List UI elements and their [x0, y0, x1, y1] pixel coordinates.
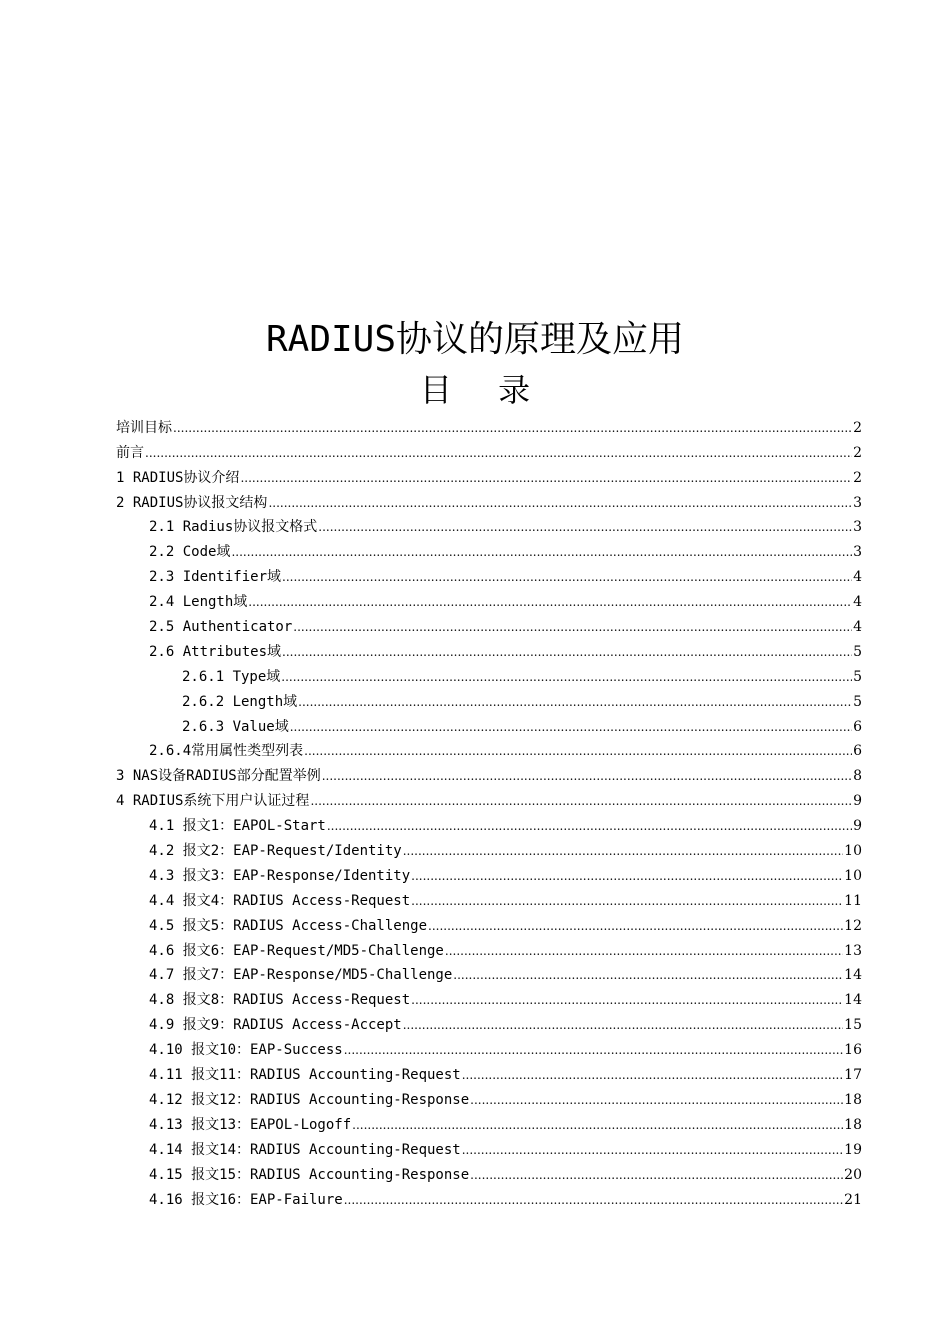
toc-entry-page-number: 17: [844, 1067, 862, 1084]
toc-entry-label: 前言: [116, 444, 144, 461]
toc-entry-label: 4.11 报文11：RADIUS Accounting-Request: [149, 1067, 461, 1084]
toc-dot-leader: [403, 1016, 843, 1034]
toc-dot-leader: [403, 842, 843, 860]
toc-dot-leader: [445, 942, 843, 960]
toc-entry[interactable]: [116, 636, 862, 661]
toc-entry-page-number: 14: [844, 992, 862, 1009]
toc-entry-page-number: 6: [853, 718, 862, 735]
toc-entry-label: 2.6.1 Type域: [182, 668, 281, 685]
toc-dot-leader: [462, 1066, 843, 1084]
toc-entry-label: 4.4 报文4：RADIUS Access-Request: [149, 892, 411, 909]
toc-entry-label: 2.6.2 Length域: [182, 693, 298, 710]
toc-entry[interactable]: [116, 586, 862, 611]
toc-entry[interactable]: [116, 885, 862, 910]
toc-entry-page-number: 12: [844, 917, 862, 934]
toc-heading: 目 录: [419, 371, 549, 409]
toc-entry[interactable]: [116, 960, 862, 985]
toc-entry-label: 4.15 报文15：RADIUS Accounting-Response: [149, 1166, 470, 1183]
toc-dot-leader: [322, 767, 852, 785]
toc-dot-leader: [327, 817, 852, 835]
toc-entry-label: 4.9 报文9：RADIUS Access-Accept: [149, 1017, 402, 1034]
toc-entry-label: 4 RADIUS系统下用户认证过程: [116, 793, 310, 810]
toc-entry-page-number: 3: [853, 494, 862, 511]
toc-dot-leader: [310, 792, 852, 810]
toc-dot-leader: [318, 518, 852, 536]
toc-entry-page-number: 3: [853, 544, 862, 561]
toc-entry[interactable]: [116, 760, 862, 785]
toc-entry-label: 2.1 Radius协议报文格式: [149, 519, 318, 536]
toc-entry[interactable]: [116, 487, 862, 512]
toc-entry-label: 2.2 Code域: [149, 544, 231, 561]
toc-entry-page-number: 9: [853, 818, 862, 835]
toc-entry-label: 4.13 报文13：EAPOL-Logoff: [149, 1116, 352, 1133]
toc-entry-label: 2.3 Identifier域: [149, 569, 282, 586]
toc-entry-page-number: 4: [853, 569, 862, 586]
toc-dot-leader: [411, 867, 843, 885]
toc-entry[interactable]: [116, 984, 862, 1009]
toc-dot-leader: [470, 1091, 843, 1109]
toc-entry-page-number: 9: [853, 793, 862, 810]
toc-entry-page-number: 19: [844, 1141, 862, 1158]
toc-dot-leader: [411, 892, 843, 910]
toc-entry[interactable]: [116, 661, 862, 686]
toc-entry-page-number: 8: [853, 768, 862, 785]
toc-entry[interactable]: [116, 412, 862, 437]
toc-entry-page-number: 20: [844, 1166, 862, 1183]
toc-entry-page-number: 2: [853, 469, 862, 486]
toc-entry-label: 4.6 报文6：EAP-Request/MD5-Challenge: [149, 942, 444, 959]
toc-entry[interactable]: [116, 1159, 862, 1184]
toc-entry[interactable]: [116, 1009, 862, 1034]
toc-dot-leader: [470, 1166, 843, 1184]
toc-entry[interactable]: [116, 785, 862, 810]
toc-entry-label: 4.1 报文1：EAPOL-Start: [149, 818, 326, 835]
toc-entry[interactable]: [116, 935, 862, 960]
toc-dot-leader: [298, 693, 852, 711]
toc-entry-page-number: 21: [844, 1191, 862, 1208]
toc-entry-page-number: 13: [844, 942, 862, 959]
toc-dot-leader: [344, 1041, 843, 1059]
toc-entry-label: 4.12 报文12：RADIUS Accounting-Response: [149, 1091, 470, 1108]
toc-entry-label: 2.6 Attributes域: [149, 643, 282, 660]
toc-dot-leader: [282, 568, 852, 586]
toc-entry-page-number: 4: [853, 594, 862, 611]
toc-entry[interactable]: [116, 1034, 862, 1059]
toc-entry[interactable]: [116, 611, 862, 636]
toc-dot-leader: [352, 1116, 843, 1134]
toc-entry-label: 2.5 Authenticator: [149, 619, 293, 636]
toc-entry-page-number: 16: [844, 1042, 862, 1059]
toc-entry-label: 4.3 报文3：EAP-Response/Identity: [149, 867, 411, 884]
toc-entry[interactable]: [116, 512, 862, 537]
toc-entry-page-number: 10: [844, 867, 862, 884]
toc-dot-leader: [281, 668, 852, 686]
toc-entry-label: 2.6.4常用属性类型列表: [149, 743, 304, 760]
toc-entry-page-number: 5: [853, 643, 862, 660]
toc-entry[interactable]: [116, 711, 862, 736]
toc-entry[interactable]: [116, 810, 862, 835]
toc-entry[interactable]: [116, 910, 862, 935]
toc-entry-page-number: 11: [844, 892, 862, 909]
toc-dot-leader: [293, 618, 852, 636]
toc-entry[interactable]: [116, 1109, 862, 1134]
table-of-contents: [116, 412, 862, 1209]
toc-entry[interactable]: [116, 835, 862, 860]
toc-entry-label: 3 NAS设备RADIUS部分配置举例: [116, 768, 321, 785]
toc-dot-leader: [344, 1191, 843, 1209]
toc-entry-page-number: 14: [844, 967, 862, 984]
toc-entry-page-number: 15: [844, 1017, 862, 1034]
toc-entry[interactable]: [116, 736, 862, 761]
toc-entry[interactable]: [116, 1134, 862, 1159]
toc-dot-leader: [173, 419, 852, 437]
toc-entry[interactable]: [116, 561, 862, 586]
toc-dot-leader: [428, 917, 843, 935]
toc-entry[interactable]: [116, 462, 862, 487]
toc-entry-page-number: 5: [853, 668, 862, 685]
toc-entry-page-number: 6: [853, 743, 862, 760]
toc-dot-leader: [268, 494, 852, 512]
toc-entry[interactable]: [116, 437, 862, 462]
toc-entry-page-number: 5: [853, 693, 862, 710]
toc-entry-label: 4.7 报文7：EAP-Response/MD5-Challenge: [149, 967, 453, 984]
toc-entry-page-number: 2: [853, 419, 862, 436]
toc-entry-page-number: 2: [853, 444, 862, 461]
toc-dot-leader: [145, 444, 852, 462]
toc-entry-label: 2.6.3 Value域: [182, 718, 289, 735]
toc-entry-page-number: 18: [844, 1091, 862, 1108]
toc-entry[interactable]: [116, 1184, 862, 1209]
toc-entry-page-number: 18: [844, 1116, 862, 1133]
toc-entry[interactable]: [116, 1084, 862, 1109]
toc-entry-page-number: 10: [844, 843, 862, 860]
toc-dot-leader: [248, 593, 852, 611]
toc-dot-leader: [231, 543, 852, 561]
toc-dot-leader: [240, 469, 852, 487]
toc-entry-label: 1 RADIUS协议介绍: [116, 469, 240, 486]
toc-entry-label: 培训目标: [116, 419, 172, 436]
toc-dot-leader: [304, 742, 852, 760]
toc-entry[interactable]: [116, 860, 862, 885]
document-title: RADIUS协议的原理及应用: [265, 319, 685, 360]
toc-dot-leader: [453, 966, 843, 984]
toc-entry[interactable]: [116, 1059, 862, 1084]
toc-entry-label: 4.10 报文10：EAP-Success: [149, 1042, 343, 1059]
toc-entry[interactable]: [116, 536, 862, 561]
toc-entry-label: 4.16 报文16：EAP-Failure: [149, 1191, 343, 1208]
toc-entry-label: 4.5 报文5：RADIUS Access-Challenge: [149, 917, 428, 934]
toc-entry-page-number: 3: [853, 519, 862, 536]
toc-dot-leader: [290, 718, 852, 736]
toc-entry-label: 4.8 报文8：RADIUS Access-Request: [149, 992, 411, 1009]
toc-entry-page-number: 4: [853, 619, 862, 636]
toc-dot-leader: [282, 643, 852, 661]
toc-dot-leader: [462, 1141, 843, 1159]
toc-entry-label: 4.2 报文2：EAP-Request/Identity: [149, 843, 402, 860]
toc-dot-leader: [411, 991, 843, 1009]
toc-entry-label: 2.4 Length域: [149, 594, 248, 611]
toc-entry[interactable]: [116, 686, 862, 711]
toc-entry-label: 4.14 报文14：RADIUS Accounting-Request: [149, 1141, 461, 1158]
toc-entry-label: 2 RADIUS协议报文结构: [116, 494, 268, 511]
